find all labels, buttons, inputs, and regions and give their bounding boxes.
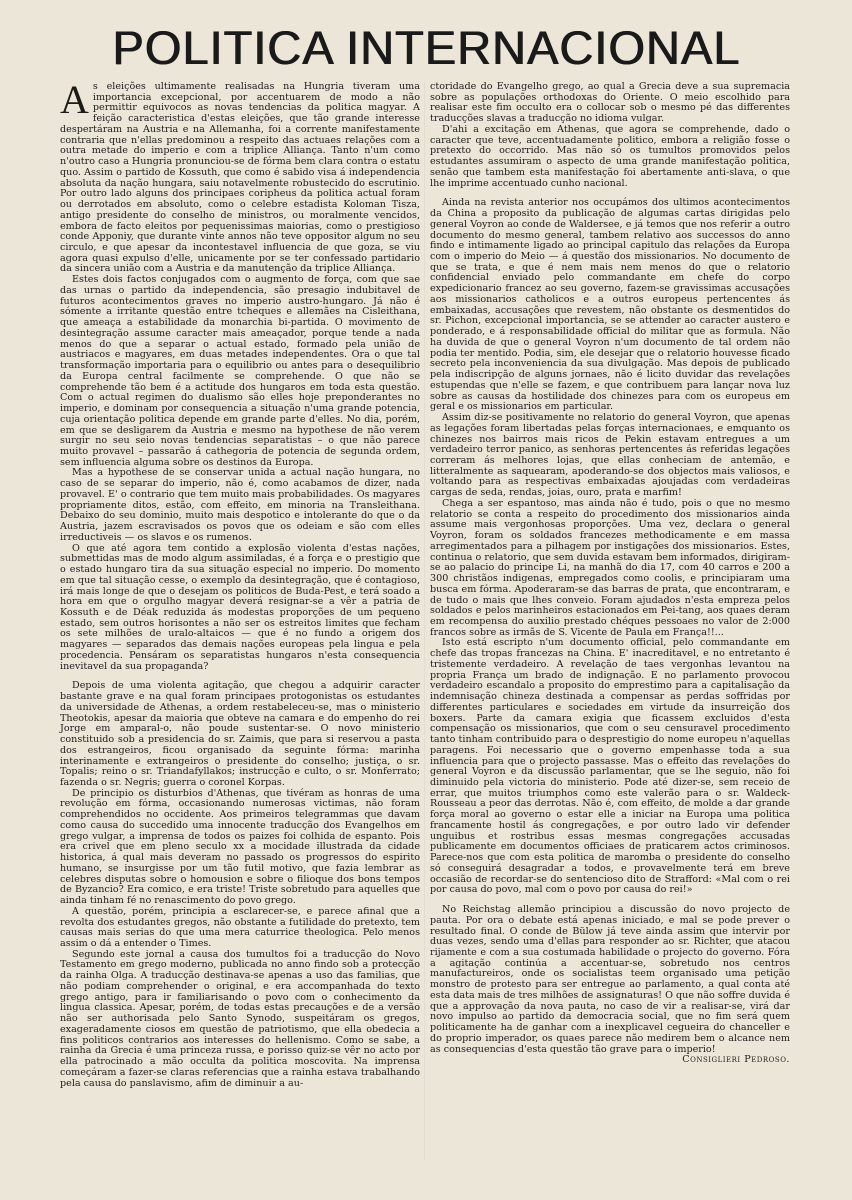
article-paragraph: De principio os disturbios d'Athenas, que tivéram as honras de uma revolução em fórma, occasionando numerosas victimas, não foram comprehendidos no occidente. Aos primeiros telegrammas que davam como causa do succedido uma innocente traducção dos Evangelhos em grego vulgar, a imprensa de todos os paizes foi colhida de espanto. Pois era crivel que em pleno seculo xx a mocidade illustrada da cidade historica, á qual mais deveram no passado os progressos do espirito humano, se insurgisse por um tão futil motivo, que fazia lembrar as celebres disputas sobre o homousion e sobre o filioque dos bons tempos de Byzancio? Era comico, e era triste! Triste sobretudo para aquelles que ainda tinham fé no renascimento do povo grego. [60,787,420,907]
article-paragraph: Segundo este jornal a causa dos tumultos foi a traducção do Novo Testamento em grego moderno, publicada no anno findo sob a protecção da rainha Olga. A traducção destinava-se apenas a uso das familias, que não podiam comprehender o original, e era accompanhada do texto grego antigo, para ir familiarisando o povo com o conhecimento da lingua classica. Apesar, porém, de todas estas precauções e de a versão não ser authorisada pelo Santo Synodo, suspeitáram os gregos, exageradamente ciosos em questão de patriotismo, que ella obedecia a fins politicos contrarios aos interesses do hellenismo. Como se sabe, a rainha da Grecia é uma princeza russa, e porisso quiz-se vêr no acto por ella patrocinado a mão occulta da politica moscovita. Na imprensa começáram a fazer-se claras referencias que a rainha estava trabalhando pela causa do panslavismo, afim de diminuir a au- [60,948,420,1089]
article-paragraph [60,77,420,275]
article-paragraph: O que até agora tem contido a explosão violenta d'estas nações, submettidas mas de modo algum assimiladas, é a força e o prestigio que o estado hungaro tira da sua situação especial no imperio. Do momento em que tal situação cesse, o exemplo da desintegração, que é contagioso, irá mais longe de que o desejam os politicos de Buda-Pest, e terá soado a hora em que o orgulho magyar deverá resignar-se a vêr a patria de Kossuth e de Déak reduzida ás modestas proporções de um pequeno estado, sem outros horisontes a não ser os estreitos limites que fecham os sete milhões de uralo-altaicos — que é no fundo a origem dos magyares — separados das demais nações europeas pela lingua e pela procedencia. Pensáram os separatistas hungaros n'esta consequencia inevitavel da sua propaganda? [60,542,420,672]
article-paragraph: Ainda na revista anterior nos occupámos dos ultimos acontecimentos da China a proposito da publicação de algumas cartas dirigidas pelo general Voyron ao conde de Waldersee, e já temos que nos referir a outro documento do mesmo general, tambem relativo aos successos do anno findo e intimamente ligado ao principal capitulo das relações da Europa com o imperio do Meio — á questão dos missionarios. No documento de que se trata, e que é nem mais nem menos do que o relatorio confidencial enviado pelo commandante em chefe do corpo expedicionario francez ao seu governo, fazem-se gravissimas accusações aos missionarios catholicos e a outros europeus pertencentes ás embaixadas, accusações que revestem, não obstante os desmentidos do sr. Pichon, excepcional importancia, se se attender ao caracter austero e ponderado, e á responsabilidade official do militar que as formula. Não ha duvida de que o general Voyron n'um documento de tal ordem não podia ter mentido. Podia, sim, ele desejar que o relatorio houvesse ficado secreto pela inconveniencia da sua divulgação. Mas depois de publicado pela indiscripção de alguns jornaes, não é licito duvidar das revelações estupendas que n'elle se fazem, e que contribuem para lançar nova luz sobre as causas da hostilidade dos chinezes para com os europeus em geral e os missionarios em particular. [430,197,790,413]
paragraph-text: s eleições ultimamente realisadas na Hungria tiveram uma importancia excepcional, por accentuarem de modo a não permittir equivocos as novas tendencias da politica magyar. A feição caracteristica d'estas eleições, que tão grande interesse despertáram na Austria e na Allemanha, foi a corrente manifestamente contraria que n'ellas predominou a respeito das actuaes relações com a outra metade do imperio e com a triplice Alliança. Tanto n'um como n'outro caso a Hungria pronunciou-se de fórma bem clara contra o estatu quo. Assim o partido de Kossuth, que como é sabido visa á independencia absoluta da nação hungara, saiu notavelmente robustecido do escrutinio. Por outro lado alguns dos principaes coripheus da politica actual foram ou derrotados em absoluto, como o celebre estadista Koloman Tisza, antigo presidente do conselho de ministros, ou moralmente vencidos, embora de facto eleitos por pequenissimas maiorias, como o prestigioso conde Apponiy, que durante vinte annos não teve oppositor algum no seu circulo, e que apesar da incontestavel influencia de que goza, se viu agora quasi expulso d'elle, unicamente por se ter confessado partidario da sincera união com a Austria e da manutenção da triplice Alliança. [60,81,420,275]
article-paragraph: Chega a ser espantoso, mas ainda não é tudo, pois o que no mesmo relatorio se conta a respeito do procedimento dos missionarios ainda assume mais vergonhosas proporções. Uma vez, declara o general Voyron, foram os soldados francezes methodicamente e em massa arregimentados para a pilhagem por instigações dos missionarios. Estes, continua o relatorio, que sem duvida estavam bem informados, dirigiram-se ao palacio do principe Li, na manhã do dia 17, com 40 carros e 200 a 300 christãos indigenas, empregados como coolis, e principiaram uma busca em fórma. Apoderaram-se das barras de prata, que encontraram, e de tudo o mais que lhes conveio. Foram ajudados n'esta empreza pelos soldados e pelos marinheiros estacionados em Pei-tang, aos quaes deram em recompensa do auxilio prestado chéques pessoaes no valor de 2:000 francos sobre as irmãs de S. Vicente de Paula em França!!... [430,497,790,638]
article-paragraph: A questão, porém, principia a esclarecer-se, e parece afinal que a revolta dos estudantes gregos, não obstante a futilidade do pretexto, tem causas mais serias do que uma mera caturrice theologica. Pelo menos assim o dá a entender o Times. [60,905,420,950]
article-paragraph: Estes dois factos conjugados com o augmento de força, com que sae das urnas o partido da independencia, são presagio indubitavel de futuros acontecimentos graves no imperio austro-hungaro. Já não é sómente a irritante questão entre tcheques e allemães na Cisleithana, que ameaça a estabilidade da monarchia bi-partida. O movimento de desintegração assume caracter mais ameaçador, porque tende a nada menos do que a separar o actual estado, formado pela união de austriacos e magyares, em duas metades independentes. Ora o que tal transformação importaria para o equilibrio ou antes para o desequilibrio da Europa central facilmente se comprehende. O que não se comprehende tão bem é a actitude dos hungaros em toda esta questão. Com o actual regimen do dualismo são elles hoje preponderantes no imperio, e dominam por consequencia a situação n'uma grande potencia, cuja orientação politica depende em grande parte d'elles. No dia, porém, em que se desligarem da Austria e mesmo na hypothese de não verem surgir no seu seio novas tendencias separatistas – o que não parece muito provavel – passarão á cathegoria de potencia de segunda ordem, sem influencia alguma sobre os destinos da Europa. [60,274,420,468]
article-paragraph: Assim diz-se positivamente no relatorio do general Voyron, que apenas as legações foram libertadas pelas forças internacionaes, e emquanto os chinezes nos bairros mais ricos de Pekin estavam entregues a um verdadeiro terror panico, as senhoras pertencentes ás referidas legações correram ás melhores lojas, que ellas conheciam de antemão, e litteralmente as saquearam, apoderando-se dos objectos mais valiosos, e voltando para as respectivas embaixadas ajoujadas com verdadeiras cargas de seda, rendas, joias, ouro, prata e marfim! [430,412,790,499]
article-paragraph: No Reichstag allemão principiou a discussão do novo projecto de pauta. Por ora o debate está apenas iniciado, e mal se pode prever o resultado final. O conde de Bülow já teve ainda assim que intervir por duas vezes, sendo uma d'ellas para responder ao sr. Richter, que atacou rijamente e com a sua costumada habilidade o projecto do governo. Fóra a agitação continúa a accentuar-se, sobretudo nos centros manufactureiros, onde os socialistas teem organisado uma petição monstro de protesto para ser entregue ao parlamento, a qual conta até esta data mais de tres milhões de assignaturas! O que não soffre duvida é que a approvação da nova pauta, no caso de vir a realisar-se, virá dar novo impulso ao partido da democracia social, que no fim será quem politicamente ha de ganhar com a inexplicavel cegueira do chanceller e do proprio imperador, os quaes parece não medirem bem o alcance nem as consequencias d'esta questão tão grave para o imperio! [430,904,790,1055]
page-title: POLITICA INTERNACIONAL [112,21,740,74]
right-column [430,82,790,1066]
article-paragraph: Mas a hypothese de se conservar unida a actual nação hungara, no caso de se separar do imperio, não é, como acabamos de dizer, nada provavel. E' o contrario que tem muito mais probabilidades. Os magyares propriamente ditos, estão, com effeito, em minoria na Transleithana. Debaixo do seu dominio, muito mais despotico e intolerante do que o da Austria, jazem escravisados os povos que os odeiam e são com elles irreductiveis — os slavos e os rumenos. [60,467,420,543]
article-paragraph: D'ahi a excitação em Athenas, que agora se comprehende, dado o caracter que teve, accentuadamente politico, embora a religião fosse o pretexto do occorrido. Mas não só os tumultos promovidos pelos estudantes assumiram o aspecto de uma grande manifestação politica, senão que tambem esta manifestação foi abertamente anti-slava, o que lhe imprime accentuado cunho nacional. [430,123,790,189]
article-paragraph: ctoridade do Evangelho grego, ao qual a Grecia deve a sua supremacia sobre as populações orthodoxas do Oriente. O meio escolhido para realisar este fim occulto era o collocar sob o mesmo pé das differentes traducções slavas a traducção no idioma vulgar. [430,81,790,125]
left-column [60,77,420,1089]
column-gutter [424,80,425,1160]
article-paragraph: Depois de uma violenta agitação, que chegou a adquirir caracter bastante grave e na qual foram principaes protogonistas os estudantes da universidade de Athenas, a ordem restabeleceu-se, mas o ministerio Theotokis, apesar da maioria que obteve na camara e do empenho do rei Jorge em amparal-o, não poude sustentar-se. O novo ministerio constituido sob a presidencia do sr. Zaimis, que para si reservou a pasta dos estrangeiros, ficou organisado da seguinte fórma: marinha interinamente e extrangeiros o presidente do conselho; justiça, o sr. Topalis; reino o sr. Triandafyllakos; instrucção e culto, o sr. Monferrato; fazenda o sr. Negris; guerra o coronel Korpas. [60,680,420,788]
article-paragraph: Isto está escripto n'um documento official, pelo commandante em chefe das tropas francezas na China. E' inacreditavel, e no entretanto é tristemente verdadeiro. A revelação de taes vergonhas levantou na propria França um brado de indignação. E no parlamento provocou verdadeiro escandalo a proposito do emprestimo para a capitalisação da indemnisação chineza destinada a compensar as perdas soffridas por differentes particulares e sociedades em virtude da insurreição dos boxers. Parte da camara exigia que ficassem excluidos d'esta compensação os missionarios, que com o seu censuravel procedimento tanto tinham contribuido para o desprestigio do nome europeu n'aquellas paragens. Foi necessario que o governo empenhasse toda a sua influencia para que o projecto passasse. Mas o effeito das revelações do general Voyron e da discussão parlamentar, que se lhe seguio, não foi diminuido pela victoria do ministerio. Pode até dizer-se, sem receio de errar, que muitos triumphos como este valerão para o sr. Waldeck-Rousseau a peor das derrotas. Não é, com effeito, de molde a dar grande força moral ao governo o estar elle a iniciar na Europa uma politica francamente hostil ás congregações, e por outro lado vir defender unguibus et rostribus essas mesmas congregações accusadas publicamente em documentos officiaes de praticarem actos criminosos. Parece-nos que com esta politica de maromba o presidente do conselho só conseguirá desagradar a todos, e provavelmente terá em breve occasião de recordar-se do sentencioso dito de Strafford: «Mal com o rei por causa do povo, mal com o povo por causa do rei!» [430,637,790,896]
author-signature: Consiglieri Pedroso. [682,1054,790,1066]
drop-cap: A [60,77,89,122]
